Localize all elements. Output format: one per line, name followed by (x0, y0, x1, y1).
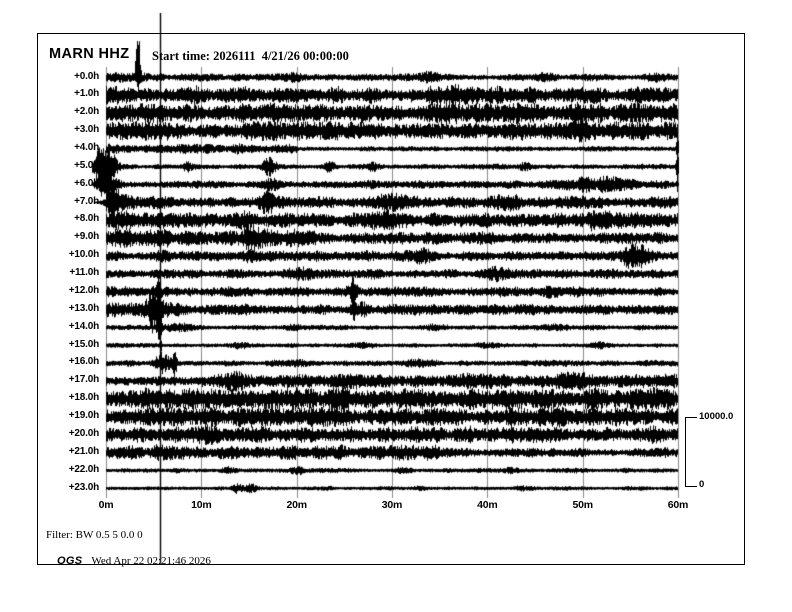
hour-offset-label: +2.0h (74, 106, 99, 118)
x-axis-tick-label: 30m (381, 499, 403, 511)
hour-offset-label: +6.0h (74, 177, 99, 189)
hour-offset-label: +20.0h (68, 427, 99, 439)
x-axis-tick-label: 10m (191, 499, 212, 511)
hour-offset-label: +1.0h (74, 88, 99, 100)
hour-offset-label: +13.0h (68, 302, 99, 314)
hour-offset-label: +5.0h (74, 159, 99, 171)
scale-max-value: 10000.0 (699, 411, 734, 422)
hour-offset-label: +19.0h (68, 410, 99, 422)
amplitude-scale-bracket (685, 417, 697, 487)
x-axis-tick-label: 20m (286, 499, 307, 511)
footer-status-line (46, 543, 211, 579)
hour-offset-label: +7.0h (74, 195, 99, 207)
hour-offset-label: +18.0h (68, 392, 99, 404)
hour-offset-label: +10.0h (68, 249, 99, 261)
hour-offset-label: +17.0h (68, 374, 99, 386)
hour-offset-label: +22.0h (68, 463, 99, 475)
hour-offset-label: +11.0h (69, 267, 99, 279)
hour-offset-label: +4.0h (74, 141, 99, 153)
x-axis-tick-label: 60m (667, 499, 689, 511)
start-time-label: Start time: 2026111 4/21/26 00:00:00 (152, 49, 349, 63)
filter-info: Filter: BW 0.5 5 0.0 0 (46, 529, 143, 541)
render-timestamp: Wed Apr 22 02:21:46 2026 (91, 555, 211, 567)
hour-offset-label: +15.0h (68, 338, 99, 350)
hour-offset-label: +21.0h (68, 445, 99, 457)
hour-offset-label: +23.0h (68, 481, 99, 493)
hour-offset-label: +3.0h (74, 124, 99, 136)
hour-offset-label: +14.0h (68, 320, 99, 332)
agency-label: OGS (57, 555, 83, 567)
hour-offset-label: +8.0h (74, 213, 99, 225)
scale-min-value: 0 (699, 479, 705, 490)
x-axis-tick-label: 40m (477, 499, 498, 511)
station-title: MARN HHZ (49, 46, 130, 62)
hour-offset-label: +0.0h (74, 70, 99, 82)
x-axis-tick-label: 0m (98, 499, 114, 511)
hour-offset-label: +9.0h (74, 231, 99, 243)
x-axis-tick-label: 50m (572, 499, 593, 511)
hour-offset-label: +16.0h (68, 356, 99, 368)
hour-offset-label: +12.0h (68, 284, 99, 296)
